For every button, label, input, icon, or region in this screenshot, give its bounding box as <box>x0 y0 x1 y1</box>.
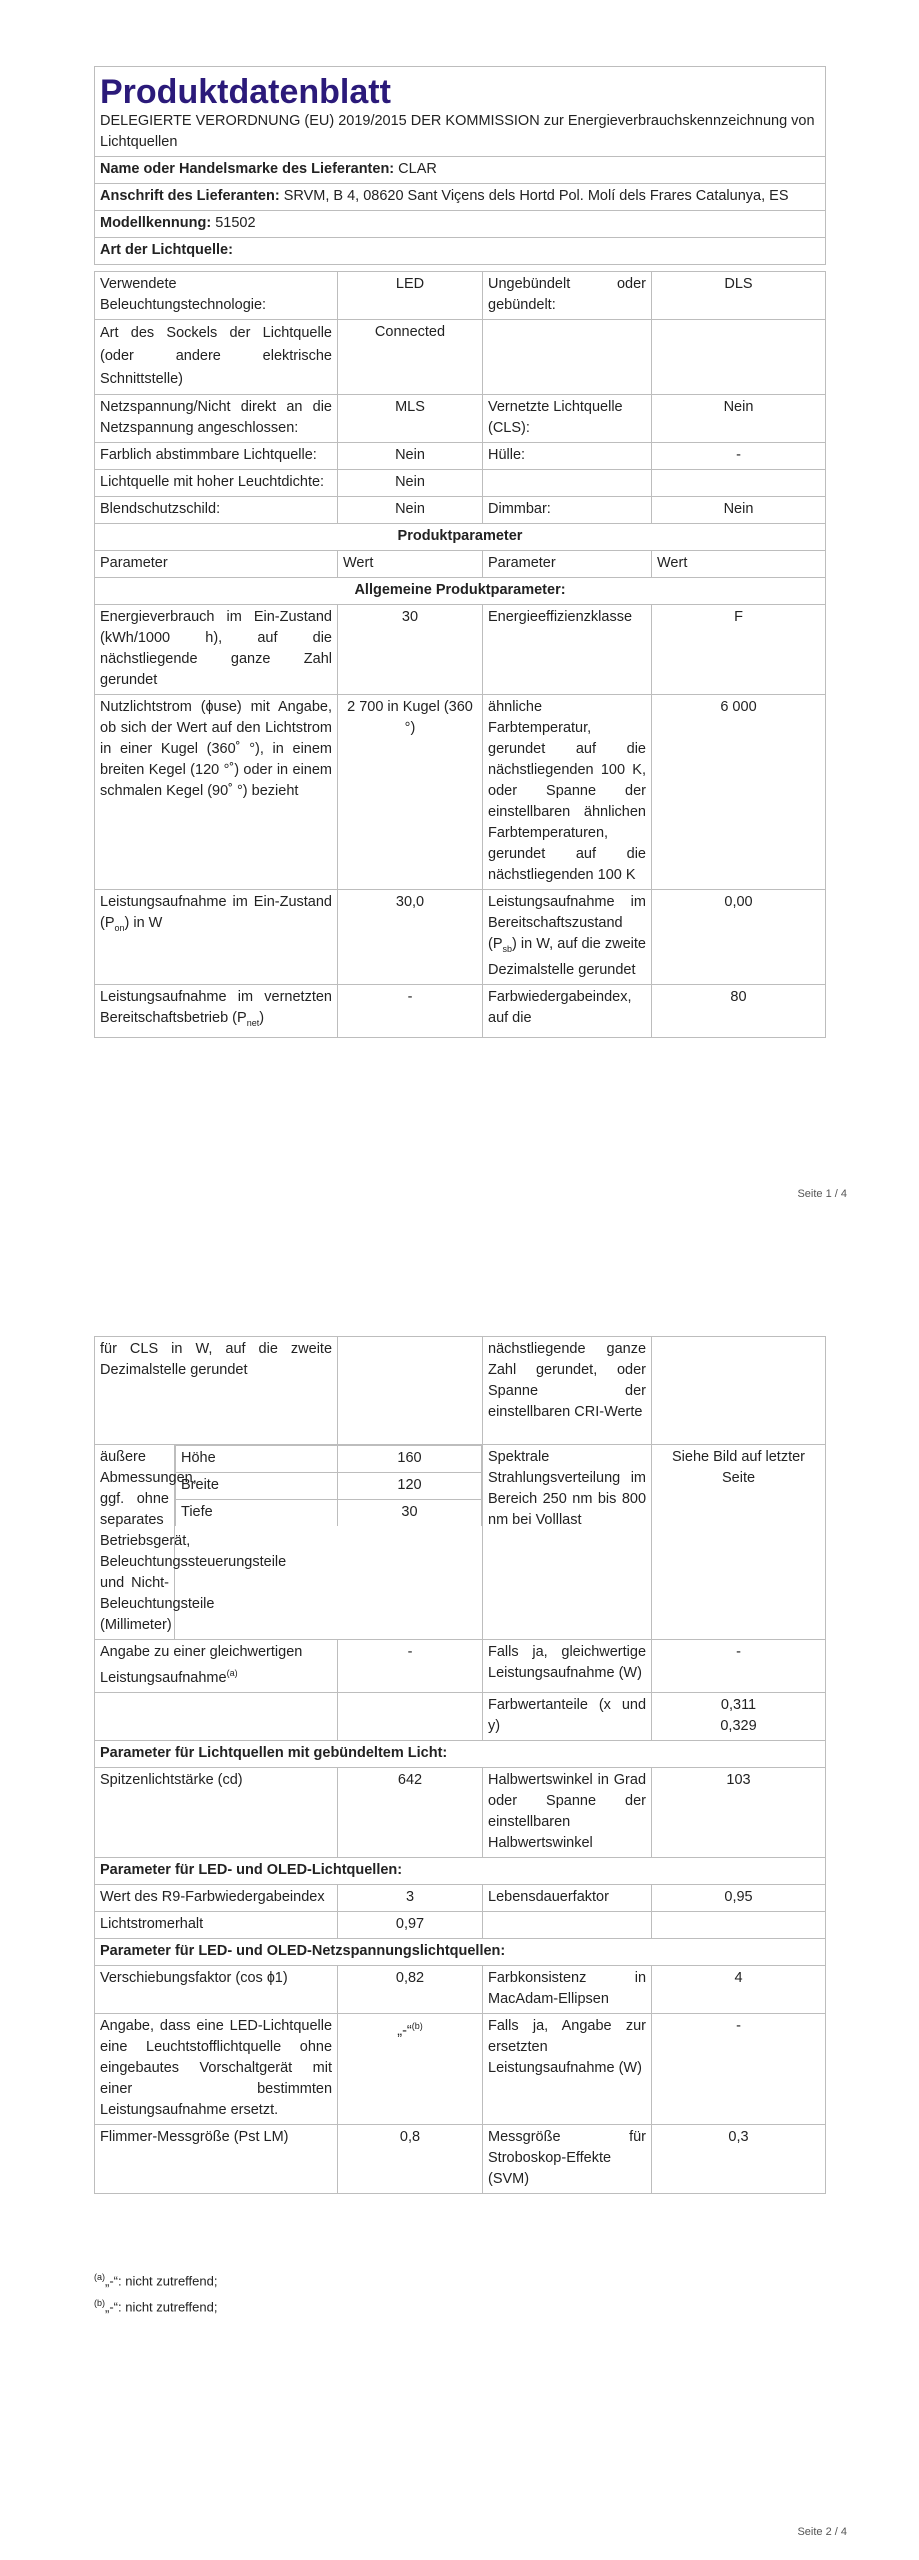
product-params-header: Produktparameter <box>95 524 826 551</box>
envelope-value: - <box>652 443 826 470</box>
spd-value: Siehe Bild auf letzter Seite <box>652 1445 826 1640</box>
supplier-name-row <box>95 157 826 184</box>
flux-label: Nutzlichtstrom (ɸuse) mit Angabe, ob sich der Wert auf den Lichtstrom in einer Kugel (360˚ °), in einem breiten Kegel (120 °˚) oder in einem schmalen Kegel (90˚ °) bezieht <box>95 695 338 890</box>
socket-value: Connected <box>338 320 483 395</box>
energy-label: Energieverbrauch im Ein-Zustand (kWh/1000 h), auf die nächstliegende ganze Zahl gerundet <box>95 605 338 695</box>
lumen-maint-label: Lichtstromerhalt <box>95 1911 338 1938</box>
replace-value: „-“$^{(b)}$ <box>338 2013 483 2124</box>
section-header-row <box>95 1938 826 1965</box>
footnotes <box>94 2266 217 2319</box>
pnet-label-cont: für CLS in W, auf die zweite Dezimalstelle gerundet <box>95 1337 338 1445</box>
cri-label: Farbwiedergabeindex, auf die <box>483 984 652 1037</box>
equiv2-label: Falls ja, gleichwertige Leistungsaufnahme (W) <box>483 1640 652 1693</box>
svm-label: Messgröße für Stroboskop-Effekte (SVM) <box>483 2124 652 2193</box>
table-row <box>95 1911 826 1938</box>
col-value-2: Wert <box>652 551 826 578</box>
table-row <box>95 695 826 890</box>
cri-label-cont: nächstliegende ganze Zahl gerundet, oder Spanne der einstellbaren CRI-Werte <box>483 1337 652 1445</box>
empty-cell <box>483 1911 652 1938</box>
table-row <box>95 2013 826 2124</box>
empty-cell <box>652 470 826 497</box>
dims-block <box>175 1445 483 1640</box>
r9-value: 3 <box>338 1884 483 1911</box>
psb-value: 0,00 <box>652 890 826 985</box>
table-row <box>95 443 826 470</box>
tech-value: LED <box>338 272 483 320</box>
tunable-label: Farblich abstimmbare Lichtquelle: <box>95 443 338 470</box>
cls-label: Vernetzte Lichtquelle (CLS): <box>483 395 652 443</box>
width-value: 120 <box>337 1473 481 1500</box>
empty-cell <box>652 1911 826 1938</box>
table-row <box>95 497 826 524</box>
glare-label: Blendschutzschild: <box>95 497 338 524</box>
glare-value: Nein <box>338 497 483 524</box>
hld-value: Nein <box>338 470 483 497</box>
survival-value: 0,95 <box>652 1884 826 1911</box>
width-label: Breite <box>176 1473 338 1500</box>
beam-label: Halbwertswinkel in Grad oder Spanne der einstellbaren Halbwertswinkel <box>483 1767 652 1857</box>
chroma-x: 0,311 <box>720 1696 757 1713</box>
table-row <box>95 984 826 1037</box>
replace2-label: Falls ja, Angabe zur ersetzten Leistungsaufnahme (W) <box>483 2013 652 2124</box>
dims-label: äußere Abmessungen, ggf. ohne separates Betriebsgerät, Beleuchtungssteuerungsteile und Nicht-Beleuchtungsteile (Millimeter) <box>95 1445 175 1640</box>
general-params-header: Allgemeine Produktparameter: <box>95 578 826 605</box>
energy-value: 30 <box>338 605 483 695</box>
flicker-value: 0,8 <box>338 2124 483 2193</box>
col-param: Parameter <box>95 551 338 578</box>
page-footer-1: Seite 1 / 4 <box>797 1188 847 1200</box>
table-row <box>95 320 826 395</box>
section-header-row <box>95 1857 826 1884</box>
col-value: Wert <box>338 551 483 578</box>
height-value: 160 <box>337 1446 481 1473</box>
equiv-value: - <box>338 1640 483 1693</box>
chroma-value <box>652 1692 826 1740</box>
pon-label: Leistungsaufnahme im Ein-Zustand $(P_{on})$ in W <box>95 890 338 985</box>
dims-inner-table <box>175 1445 482 1526</box>
header-table <box>94 66 826 265</box>
equiv-label: Angabe zu einer gleichwertigen Leistungsaufnahme$^{(a)}$ <box>95 1640 338 1693</box>
page-title: Produktdatenblatt <box>100 73 391 111</box>
replace-label: Angabe, dass eine LED-Lichtquelle eine Leuchtstofflichtquelle ohne eingebautes Vorschaltgerät mit einer bestimmten Leistungsaufnahme ersetzt. <box>95 2013 338 2124</box>
depth-label: Tiefe <box>176 1500 338 1527</box>
model-row <box>95 211 826 238</box>
cct-label: ähnliche Farbtemperatur, gerundet auf die nächstliegenden 100 K, oder Spanne der einstellbaren ähnlichen Farbtemperaturen, gerundet auf die nächstliegenden 100 K <box>483 695 652 890</box>
supplier-address-value: SRVM, B 4, 08620 Sant Viçens dels Hortd Pol. Molí dels Frares Catalunya, ES <box>283 188 789 204</box>
r9-label: Wert des R9-Farbwiedergabeindex <box>95 1884 338 1911</box>
eclass-label: Energieeffizienzklasse <box>483 605 652 695</box>
table-row <box>95 605 826 695</box>
chroma-label: Farbwertanteile (x und y) <box>483 1692 652 1740</box>
empty-cell <box>652 1337 826 1445</box>
table-row <box>95 1445 826 1640</box>
color-consist-label: Farbkonsistenz in MacAdam-Ellipsen <box>483 1965 652 2013</box>
footnote-b: $^{(b)}$„-“: nicht zutreffend; <box>94 2298 218 2315</box>
table-row <box>95 1884 826 1911</box>
replace2-value: - <box>652 2013 826 2124</box>
datasheet-page-2 <box>94 1336 825 2194</box>
tech-label: Verwendete Beleuchtungstechnologie: <box>95 272 338 320</box>
hld-label: Lichtquelle mit hoher Leuchtdichte: <box>95 470 338 497</box>
psb-label: Leistungsaufnahme im Bereitschaftszustand $(P_{sb})$ in W, auf die zweite Dezimalstelle gerundet <box>483 890 652 985</box>
dimmable-value: Nein <box>652 497 826 524</box>
svm-value: 0,3 <box>652 2124 826 2193</box>
empty-cell <box>338 1337 483 1445</box>
section-header-row <box>95 578 826 605</box>
supplier-address-row <box>95 184 826 211</box>
depth-value: 30 <box>337 1500 481 1527</box>
socket-label: Art des Sockels der Lichtquelle (oder andere elektrische Schnittstelle) <box>95 320 338 395</box>
pnet-value: - <box>338 984 483 1037</box>
envelope-label: Hülle: <box>483 443 652 470</box>
bundled-label: Ungebündelt oder gebündelt: <box>483 272 652 320</box>
table-row <box>95 1692 826 1740</box>
regulation-subtitle: DELEGIERTE VERORDNUNG (EU) 2019/2015 DER KOMMISSION zur Energieverbrauchskennzeichnung von Lichtquellen <box>100 113 815 150</box>
model-label: Modellkennung: <box>100 215 212 231</box>
datasheet-page-1 <box>94 66 825 1038</box>
lumen-maint-value: 0,97 <box>338 1911 483 1938</box>
mains-label: Netzspannung/Nicht direkt an die Netzspannung angeschlossen: <box>95 395 338 443</box>
table-row <box>95 890 826 985</box>
dpf-label: Verschiebungsfaktor (cos ɸ1) <box>95 1965 338 2013</box>
mains-led-header: Parameter für LED- und OLED-Netzspannungslichtquellen: <box>95 1938 826 1965</box>
cct-value: 6 000 <box>652 695 826 890</box>
mains-value: MLS <box>338 395 483 443</box>
empty-cell <box>338 1692 483 1740</box>
table-row <box>95 470 826 497</box>
equiv2-value: - <box>652 1640 826 1693</box>
footnote-a: $^{(a)}$„-“: nicht zutreffend; <box>94 2272 218 2289</box>
empty-cell <box>95 1692 338 1740</box>
peak-value: 642 <box>338 1767 483 1857</box>
column-header-row <box>95 551 826 578</box>
page-2 <box>0 1330 919 2560</box>
cri-value: 80 <box>652 984 826 1037</box>
peak-label: Spitzenlichtstärke (cd) <box>95 1767 338 1857</box>
tunable-value: Nein <box>338 443 483 470</box>
table-row <box>95 272 826 320</box>
section-header-row <box>95 524 826 551</box>
page-footer-2: Seite 2 / 4 <box>797 2526 847 2538</box>
spd-label: Spektrale Strahlungsverteilung im Bereich 250 nm bis 800 nm bei Volllast <box>483 1445 652 1640</box>
flux-value: 2 700 in Kugel (360 °) <box>338 695 483 890</box>
pnet-label: Leistungsaufnahme im vernetzten Bereitschaftsbetrieb $(P_{net})$ <box>95 984 338 1037</box>
header-block <box>95 67 826 157</box>
flicker-label: Flimmer-Messgröße (Pst LM) <box>95 2124 338 2193</box>
col-param-2: Parameter <box>483 551 652 578</box>
eclass-value: F <box>652 605 826 695</box>
supplier-address-label: Anschrift des Lieferanten: <box>100 188 280 204</box>
chroma-y: 0,329 <box>720 1717 757 1734</box>
dimmable-label: Dimmbar: <box>483 497 652 524</box>
pon-value: 30,0 <box>338 890 483 985</box>
light-type-label: Art der Lichtquelle: <box>95 238 826 265</box>
empty-cell <box>652 320 826 395</box>
dpf-value: 0,82 <box>338 1965 483 2013</box>
bundled-value: DLS <box>652 272 826 320</box>
beam-value: 103 <box>652 1767 826 1857</box>
light-source-table <box>94 271 826 1038</box>
page-1 <box>0 0 919 1220</box>
survival-label: Lebensdauerfaktor <box>483 1884 652 1911</box>
table-row <box>95 1337 826 1445</box>
supplier-name-label: Name oder Handelsmarke des Lieferanten: <box>100 161 395 177</box>
continued-params-table <box>94 1336 826 2194</box>
empty-cell <box>483 470 652 497</box>
cls-value: Nein <box>652 395 826 443</box>
table-row <box>95 395 826 443</box>
led-header: Parameter für LED- und OLED-Lichtquellen: <box>95 1857 826 1884</box>
model-value: 51502 <box>215 215 256 231</box>
table-row <box>95 2124 826 2193</box>
directional-header: Parameter für Lichtquellen mit gebündeltem Licht: <box>95 1740 826 1767</box>
section-header-row <box>95 1740 826 1767</box>
table-row <box>95 1965 826 2013</box>
color-consist-value: 4 <box>652 1965 826 2013</box>
table-row <box>95 1640 826 1693</box>
empty-cell <box>483 320 652 395</box>
supplier-name-value: CLAR <box>398 161 437 177</box>
height-label: Höhe <box>176 1446 338 1473</box>
table-row <box>95 1767 826 1857</box>
